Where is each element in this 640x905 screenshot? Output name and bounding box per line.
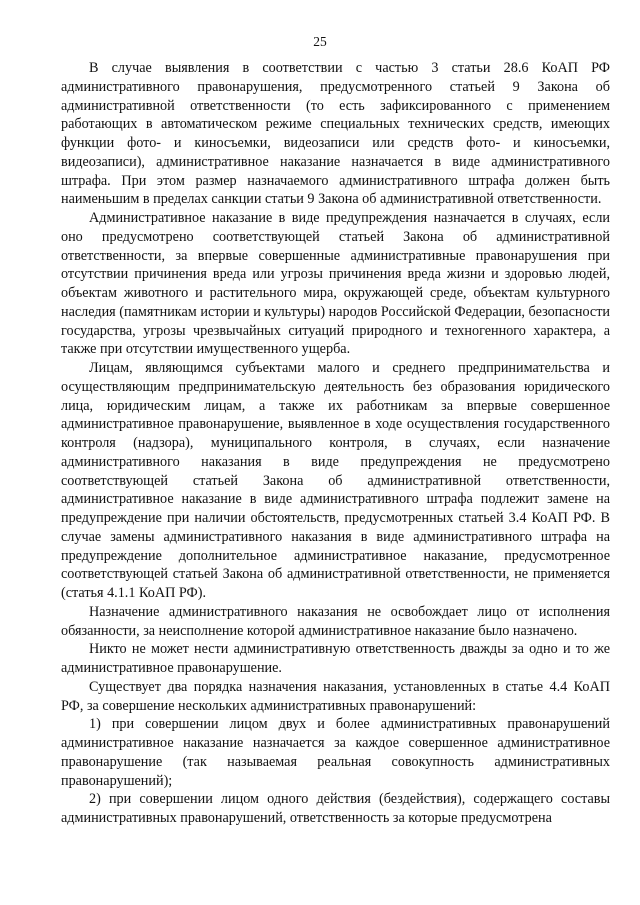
paragraph-obligation-not-released: Назначение административного наказания не освобождает лицо от исполнения обязанности, за неисполнение которой административное наказание было назначено. [61,603,610,639]
paragraph-no-double-liability: Никто не может нести административную ответственность дважды за одно и то же административное правонарушение. [61,641,610,676]
paragraph-small-business-warning: Лицам, являющимся субъектами малого и среднего предпринимательства и осуществляющим предпринимательскую деятельность без образования юридического лица, юридическим лицам, а также их работникам за впервые совершенное административное правонарушение, выявленное в ходе осуществления государственного контроля (надзора), муниципального контроля, в случаях, если назначение административного наказания в виде предупреждения не предусмотрено соответствующей статьей Закона об административной ответственности, административное наказание в виде административного штрафа подлежит замене на предупреждение при наличии обстоятельств, предусмотренных статьей 3.4 КоАП РФ. В случае замены административного наказания в виде административного штрафа на предупреждение дополнительное административное наказание, предусмотренное соответствующей статьей Закона об административной ответственности, не применяется (статья 4.1.1 КоАП РФ). [61,360,610,601]
list-item-procedure-2: 2) при совершении лицом одного действия (бездействия), содержащего составы административных правонарушений, ответственность за которые предусмотрена [61,791,610,826]
paragraph-fine-in-case-of-detection: В случае выявления в соответствии с частью 3 статьи 28.6 КоАП РФ административного правонарушения, предусмотренного статьей 9 Закона об административной ответственности (то есть зафиксированного с применением работающих в автоматическом режиме специальных технических средств, имеющих функции фото- и киносъемки, видеозаписи или средств фото- и киносъемки, видеозаписи), административное наказание назначается в виде административного штрафа. При этом размер назначаемого административного штрафа должен быть наименьшим в пределах санкции статьи 9 Закона об административной ответственности. [61,60,610,208]
document-body [61,59,610,828]
page-number: 25 [313,34,327,49]
paragraph-two-procedures: Существует два порядка назначения наказания, установленных в статье 4.4 КоАП РФ, за совершение нескольких административных правонарушений: [61,678,610,714]
list-item-procedure-1: 1) при совершении лицом двух и более административных правонарушений административное наказание назначается за каждое совершенное административное правонарушение (так называемая реальная совокупность административных правонарушений); [61,716,610,789]
paragraph-warning-penalty: Административное наказание в виде предупреждения назначается в случаях, если оно предусмотрено соответствующей статьей Закона об административной ответственности, за впервые совершенные административные правонарушения при отсутствии причинения вреда или угрозы причинения вреда жизни и здоровью людей, объектам животного и растительного мира, окружающей среде, объектам культурного наследия (памятникам истории и культуры) народов Российской Федерации, безопасности государства, угрозы чрезвычайных ситуаций природного и техногенного характера, а также при отсутствии имущественного ущерба. [61,210,610,358]
